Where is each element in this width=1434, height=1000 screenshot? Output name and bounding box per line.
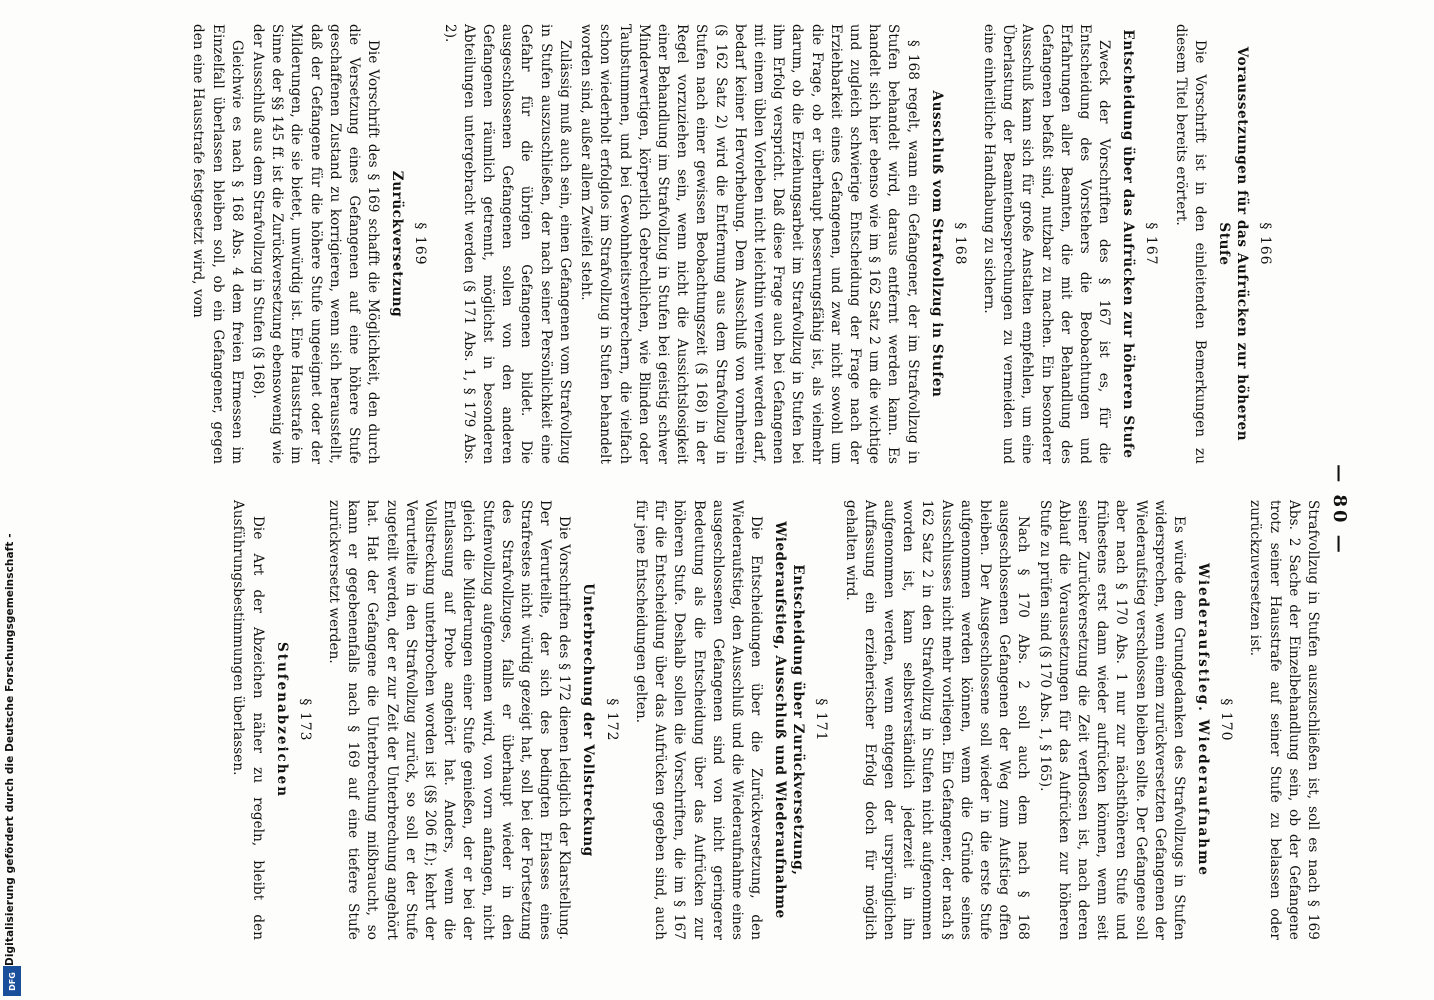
section-heading-173: Stufenabzeichen xyxy=(273,641,290,799)
section-heading-166: Voraussetzungen für das Aufrücken zur höheren Stufe xyxy=(1215,46,1250,442)
section-heading-169: Zurückversetzung xyxy=(389,170,406,318)
section-heading-171: Entscheidung über Zurückversetzung, Wiederaufstieg, Ausschluß und Wiederaufnahme xyxy=(772,521,807,919)
section-number-173: § 173 xyxy=(296,698,313,742)
section-number-170: § 170 xyxy=(1218,698,1235,742)
paragraph: Die Art der Abzeichen näher zu regeln, bleibt den Ausführungsbestimmungen überlassen. xyxy=(230,500,266,940)
section-heading-168: Ausschluß vom Strafvollzug in Stufen xyxy=(928,90,945,398)
section-number-166: § 166 xyxy=(1257,222,1273,266)
digitization-footer xyxy=(2,0,22,1000)
left-column xyxy=(186,24,1284,464)
page-number-wrap xyxy=(1329,440,1350,580)
paragraph: Die Entscheidungen über die Zurückversetzung, den Wiederaufstieg, den Ausschluß und die Wiederaufnahme eines ausgeschlossenen Gefangenen sind von nicht geringerer Bedeutung als die Entscheidung über das Aufrücken zur höheren Stufe. Deshalb sollen die Vorschriften, die im § 167 für die Entscheidung über das Aufrücken gegeben sind, auch für jene Entscheidungen gelten. xyxy=(632,500,765,940)
paragraph: Die Vorschrift ist in den einleitenden Bemerkungen zu diesem Titel bereits erörtert. xyxy=(1172,24,1208,464)
paragraph: Die Vorschrift des § 169 schafft die Möglichkeit, den durch die Versetzung eines Gefangenen auf eine höhere Stufe geschaffenen Zustand zu korrigieren, wenn sich herausstellt, daß der Gefangene für die höhere Stufe ungeeignet oder der Milderungen, die sie bietet, unwürdig ist. Eine Hausstrafe im Sinne der §§ 145 ff. ist die Zurückversetzung ebensowenig wie der Ausschluß aus dem Strafvollzug in Stufen (§ 168). xyxy=(250,24,382,464)
footer-text: Digitalisierung gefördert durch die Deutsche Forschungsgemeinschaft - xyxy=(4,533,16,966)
section-heading-170: Wiederaufstieg. Wiederaufnahme xyxy=(1194,563,1211,877)
paragraph: Zulässig muß auch sein, einen Gefangenen vom Strafvollzug in Stufen auszuschließen, der nach seiner Persönlichkeit eine Gefahr für die übrigen Gefangenen bildet. Die ausgeschlossenen Gefangenen sollen von den anderen Gefangenen räumlich getrennt, möglichst in besonderen Abteilungen untergebracht werden (§ 171 Abs. 1, § 179 Abs. 2). xyxy=(441,24,573,464)
paragraph: Die Vorschriften des § 172 dienen lediglich der Klarstellung. Der Verurteilte, der sich des bedingten Erlasses eines Strafrestes nicht würdig gezeigt hat, soll bei der Fortsetzung des Strafvollzuges, falls er überhaupt wieder in den Stufenvollzug aufgenommen wird, von vorn anfangen, nicht gleich die Milderungen einer Stufe genießen, der er bei der Entlassung auf Probe angehört hat. Anders, wenn die Vollstreckung unterbrochen worden ist (§§ 206 ff.); kehrt der Verurteilte in den Strafvollzug zurück, so soll er der Stufe zugeteilt werden, der er zur Zeit der Unterbrechung angehört hat. Hat der Gefangene die Unterbrechung mißbraucht, so kann er gegebenenfalls nach § 169 auf eine tiefere Stufe zurückversetzt werden. xyxy=(326,500,573,940)
section-number-172: § 172 xyxy=(603,698,620,742)
continuation-text: Strafvollzug in Stufen auszuschließen ist, soll es nach § 169 Abs. 2 Sache der Einzelbehandlung sein, ob der Gefangene trotz seiner Hausstrafe auf seiner Stufe zu belassen oder zurückzuversetzen ist. xyxy=(1247,500,1321,940)
paragraph: § 168 regelt, wann ein Gefangener, der im Strafvollzug in Stufen behandelt wird, daraus entfernt werden kann. Es handelt sich hier ebenso wie im § 162 Satz 2 um die wichtige und zugleich schwierige Entscheidung der Frage nach der Erziehbarkeit eines Gefangenen, und zwar nicht sowohl um die Frage, ob er überhaupt besserungsfähig ist, als vielmehr darum, ob die Erziehungsarbeit im Strafvollzug in Stufen bei ihm Erfolg verspricht. Daß diese Frage auch bei Gefangenen mit einem üblen Vorleben nicht leichthin verneint werden darf, bedarf keiner Hervorhebung. Dem Ausschluß von vornherein (§ 162 Satz 2) wird die Entfernung aus dem Strafvollzug in Stufen nach einer gewissen Beobachtungszeit (§ 168) in der Regel vorzuziehen sein, wenn nicht die Aussichtslosigkeit einer Behandlung im Strafvollzug in Stufen bei geistig schwer Minderwertigen, körperlich Gebrechlichen, wie Blinden oder Taubstummen, und bei Gewohnheitsverbrechern, die vielfach schon wiederholt erfolglos im Strafvollzug in Stufen behandelt worden sind, außer allem Zweifel steht. xyxy=(578,24,921,464)
dfg-logo-text: DFG xyxy=(7,971,17,991)
section-heading-172: Unterbrechung der Vollstreckung xyxy=(580,583,597,857)
section-number-169: § 169 xyxy=(412,222,429,266)
paragraph: Es würde dem Grundgedanken des Strafvollzugs in Stufen widersprechen, wenn einem zurückversetzten Gefangenen der Wiederaufstieg verschlossen bleiben sollte. Der Gefangene soll aber nach § 170 Abs. 1 nur zur nächsthöheren Stufe und frühestens erst dann wieder aufrücken können, wenn seit seiner Zurückversetzung die Zeit verflossen ist, nach deren Ablauf die Voraussetzungen für das Aufrücken zur höheren Stufe zu prüfen sind (§ 170 Abs. 1, § 165). xyxy=(1036,500,1187,940)
section-number-168: § 168 xyxy=(951,222,968,266)
section-heading-167: Entscheidung über das Aufrücken zur höheren Stufe xyxy=(1120,29,1137,459)
paragraph: Zweck der Vorschriften des § 167 ist es, für die Entscheidung des Vorstehers die Beobachtungen und Erfahrungen aller Beamten, die mit der Behandlung des Gefangenen befaßt sind, nutzbar zu machen. Ein besonderer Ausschuß kann sich für große Anstalten empfehlen, um eine Überlastung der Beamtenbesprechungen zu vermeiden und eine einheitliche Handhabung zu sichern. xyxy=(980,24,1113,464)
paragraph: Gleichwie es nach § 168 Abs. 4 dem freien Ermessen im Einzelfall überlassen bleiben soll, ob ein Gefangener, gegen den eine Hausstrafe festgesetzt wird, vom xyxy=(190,24,245,464)
dfg-logo xyxy=(3,966,21,996)
section-number-167: § 167 xyxy=(1143,222,1160,266)
paragraph: Nach § 170 Abs. 2 soll auch dem nach § 168 ausgeschlossenen Gefangenen der Weg zum Aufstieg offen bleiben. Der Ausgeschlossene soll wieder in die erste Stufe aufgenommen werden können, wenn die Gründe seines Ausschlusses nicht mehr vorliegen. Ein Gefangener, der nach § 162 Satz 2 in den Strafvollzug in Stufen nicht aufgenommen worden ist, kann selbstverständlich jederzeit in ihn aufgenommen werden, wenn entgegen der ursprünglichen Auffassung ein erzieherischer Erfolg doch für möglich gehalten wird. xyxy=(842,500,1032,940)
right-column xyxy=(226,500,1322,940)
section-number-171: § 171 xyxy=(813,698,830,742)
page-number: — 80 — xyxy=(1329,464,1350,556)
